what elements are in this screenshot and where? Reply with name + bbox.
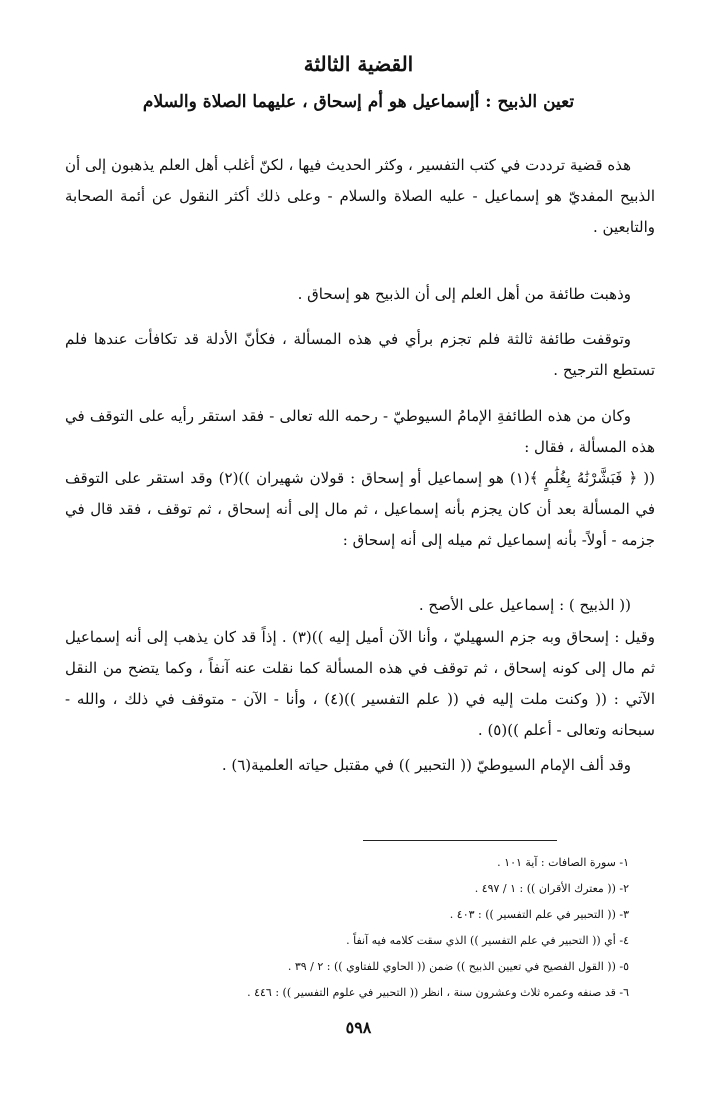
footnotes [69, 850, 629, 1006]
chapter-title: القضية الثالثة [303, 52, 414, 76]
paragraph-suyuti: وكان من هذه الطائفةِ الإمامُ السيوطيّ - رحمه الله تعالى - فقد استقر رأيه على التوقف في هذه المسألة ، فقال : [65, 407, 655, 456]
page-number: ٥٩٨ [345, 1018, 372, 1037]
footnote-item: ٣- (( التحبير في علم التفسير )) : ٤٠٣ . [449, 908, 629, 921]
footnote-item: ٥- (( القول الفصيح في تعيين الذبيح )) ضمن (( الحاوي للفتاوي )) : ٢ / ٣٩ . [287, 960, 629, 973]
paragraph-tahbir: وقد ألف الإمام السيوطيّ (( التحبير )) في مقتبل حياته العلمية(٦) . [221, 756, 631, 774]
paragraph-quote-2: (( الذبيح ) : إسماعيل على الأصح . [418, 596, 631, 614]
footnote-item: ٤- أي (( التحبير في علم التفسير )) الذي سقت كلامه فيه آنفاً . [346, 934, 629, 947]
footnote-separator [363, 840, 557, 841]
footnote-item: ٢- (( معترك الأقران )) : ١ / ٤٩٧ . [474, 882, 629, 895]
footnote-item: ٦- قد صنفه وعمره ثلاث وعشرون سنة ، انظر (( التحبير في علوم التفسير )) : ٤٤٦ . [247, 986, 629, 999]
paragraph-sohaili: وقيل : إسحاق وبه جزم السهيليّ ، وأنا الآن أميل إليه ))(٣) . إذاً قد كان يذهب إلى أنه إسماعيل ثم مال إلى كونه إسحاق ، ثم توقف في هذه المسألة كما نقلت عنه آنفاً ، وكما يتضح من النقل الآتي : (( وكنت ملت إليه في (( علم التفسير ))(٤) ، وأنا - الآن - متوقف في ذلك ، والله - سبحانه وتعالى - أعلم ))(٥) . [65, 628, 655, 739]
chapter-subtitle: تعين الذبيح : أإسماعيل هو أم إسحاق ، عليهما الصلاة والسلام [142, 92, 575, 112]
paragraph-intro: هذه قضية ترددت في كتب التفسير ، وكثر الحديث فيها ، لكنّ أغلب أهل العلم يذهبون إلى أن الذبيح المفديّ هو إسماعيل - عليه الصلاة والسلام - وعلى ذلك أكثر النقول عن أئمة الصحابة والتابعين . [65, 156, 655, 236]
paragraph-third-group: وتوقفت طائفة ثالثة فلم تجزم برأي في هذه المسألة ، فكأنّ الأدلة قد تكافأت عندها فلم تستطع الترجيح . [65, 330, 655, 379]
footnote-item: ١- سورة الصافات : آية ١٠١ . [497, 856, 629, 869]
paragraph-ishaq-view: وذهبت طائفة من أهل العلم إلى أن الذبيح هو إسحاق . [297, 285, 631, 303]
paragraph-quote-1: (( ﴿ فَبَشَّرْنَٰهُ بِغُلَٰمٍ ﴾(١) هو إسماعيل أو إسحاق : قولان شهيران ))(٢) وقد استقر على التوقف في المسألة بعد أن كان يجزم بأنه إسماعيل ، ثم مال إلى أنه إسحاق ، ثم توقف ، فقد قال في جزمه - أولاً- بأنه إسماعيل ثم ميله إلى أنه إسحاق : [65, 469, 655, 549]
